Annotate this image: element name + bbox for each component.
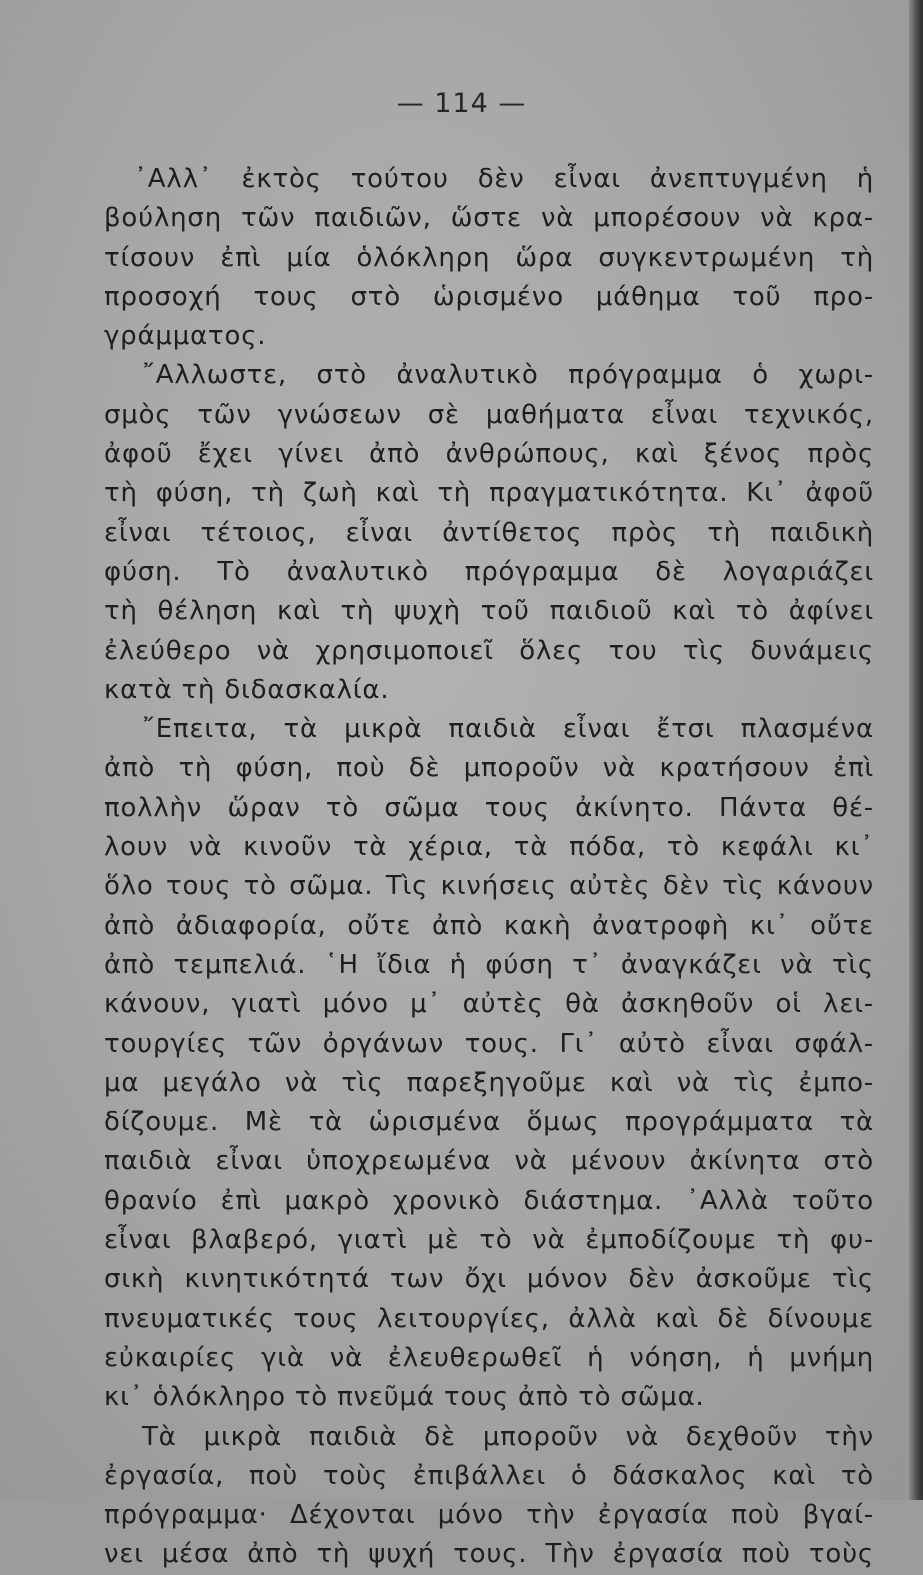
text-line: ἀπὸ τὴ φύση, ποὺ δὲ μποροῦν νὰ κρατήσουν ἐπὶ <box>104 753 874 784</box>
text-line: παιδιὰ εἶναι ὑποχρεωμένα νὰ μένουν ἀκίνητα στὸ <box>104 1146 874 1177</box>
text-line: ἀπὸ ἀδιαφορία, οὔτε ἀπὸ κακὴ ἀνατροφὴ κι᾿ οὔτε <box>104 910 874 941</box>
text-line: Τὰ μικρὰ παιδιὰ δὲ μποροῦν νὰ δεχθοῦν τὴν <box>142 1421 874 1452</box>
text-line: γράμματος. <box>104 321 267 352</box>
text-line: λουν νὰ κινοῦν τὰ χέρια, τὰ πόδα, τὸ κεφάλι κι᾿ <box>104 832 874 863</box>
text-line: τὴ θέληση καὶ τὴ ψυχὴ τοῦ παιδιοῦ καὶ τὸ ἀφίνει <box>104 596 874 627</box>
text-line: βούληση τῶν παιδιῶν, ὥστε νὰ μπορέσουν νὰ κρα- <box>104 203 874 234</box>
text-line: προσοχή τους στὸ ὡρισμένο μάθημα τοῦ προ- <box>104 281 874 312</box>
text-line: κατὰ τὴ διδασκαλία. <box>104 674 390 705</box>
text-line: σικὴ κινητικότητά των ὄχι μόνον δὲν ἀσκοῦμε τὶς <box>104 1264 874 1295</box>
body-text <box>104 160 874 1575</box>
text-line: πρόγραμμα· Δέχονται μόνο τὴν ἐργασία ποὺ βγαί- <box>104 1500 874 1531</box>
text-line: ἀπὸ τεμπελιά. ῾Η ἴδια ἡ φύση τ᾿ ἀναγκάζει νὰ τὶς <box>104 949 874 980</box>
text-line: ῎Επειτα, τὰ μικρὰ παιδιὰ εἶναι ἔτσι πλασμένα <box>142 714 874 745</box>
text-line: ἐργασία, ποὺ τοὺς ἐπιβάλλει ὁ δάσκαλος καὶ τὸ <box>104 1460 874 1491</box>
text-line: εἶναι βλαβερό, γιατὶ μὲ τὸ νὰ ἐμποδίζουμε τὴ φυ- <box>104 1225 874 1256</box>
text-line: κι᾿ ὁλόκληρο τὸ πνεῦμά τους ἀπὸ τὸ σῶμα. <box>104 1382 705 1413</box>
text-line: πνευματικές τους λειτουργίες, ἀλλὰ καὶ δὲ δίνουμε <box>104 1303 874 1334</box>
text-line: μα μεγάλο νὰ τὶς παρεξηγοῦμε καὶ νὰ τὶς ἐμπο- <box>104 1067 874 1098</box>
text-line: ῎Αλλωστε, στὸ ἀναλυτικὸ πρόγραμμα ὁ χωρι- <box>142 360 874 391</box>
text-line: ἐλεύθερο νὰ χρησιμοποιεῖ ὅλες του τὶς δυνάμεις <box>104 635 874 666</box>
text-line: τὴ φύση, τὴ ζωὴ καὶ τὴ πραγματικότητα. Κι᾿ ἀφοῦ <box>104 478 874 509</box>
page-number: — 114 — <box>396 88 527 119</box>
text-line: κάνουν, γιατὶ μόνο μ᾿ αὐτὲς θὰ ἀσκηθοῦν οἱ λει- <box>104 989 874 1020</box>
text-line: σμὸς τῶν γνώσεων σὲ μαθήματα εἶναι τεχνικός, <box>104 399 874 430</box>
text-line: θρανίο ἐπὶ μακρὸ χρονικὸ διάστημα. ᾿Αλλὰ τοῦτο <box>104 1185 874 1216</box>
text-line: ὅλο τους τὸ σῶμα. Τὶς κινήσεις αὐτὲς δὲν τὶς κάνουν <box>104 871 874 902</box>
text-line: φύση. Τὸ ἀναλυτικὸ πρόγραμμα δὲ λογαριάζει <box>104 556 874 587</box>
text-line: νει μέσα ἀπὸ τὴ ψυχή τους. Τὴν ἐργασία ποὺ τοὺς <box>104 1539 874 1570</box>
text-line: εὐκαιρίες γιὰ νὰ ἐλευθερωθεῖ ἡ νόηση, ἡ μνήμη <box>104 1342 874 1373</box>
text-line: τουργίες τῶν ὀργάνων τους. Γι᾿ αὐτὸ εἶναι σφάλ- <box>104 1028 874 1059</box>
text-line: δίζουμε. Μὲ τὰ ὡρισμένα ὅμως προγράμματα τὰ <box>104 1107 874 1138</box>
text-line: εἶναι τέτοιος, εἶναι ἀντίθετος πρὸς τὴ παιδικὴ <box>104 517 874 548</box>
page-spine-shadow <box>909 0 923 1500</box>
text-line: πολλὴν ὥραν τὸ σῶμα τους ἀκίνητο. Πάντα θέ- <box>104 792 874 823</box>
text-line: ἀφοῦ ἔχει γίνει ἀπὸ ἀνθρώπους, καὶ ξένος πρὸς <box>104 439 874 470</box>
text-line: τίσουν ἐπὶ μία ὁλόκληρη ὥρα συγκεντρωμένη τὴ <box>104 242 874 273</box>
text-line: ᾿Αλλ᾿ ἐκτὸς τούτου δὲν εἶναι ἀνεπτυγμένη ἡ <box>134 164 874 194</box>
